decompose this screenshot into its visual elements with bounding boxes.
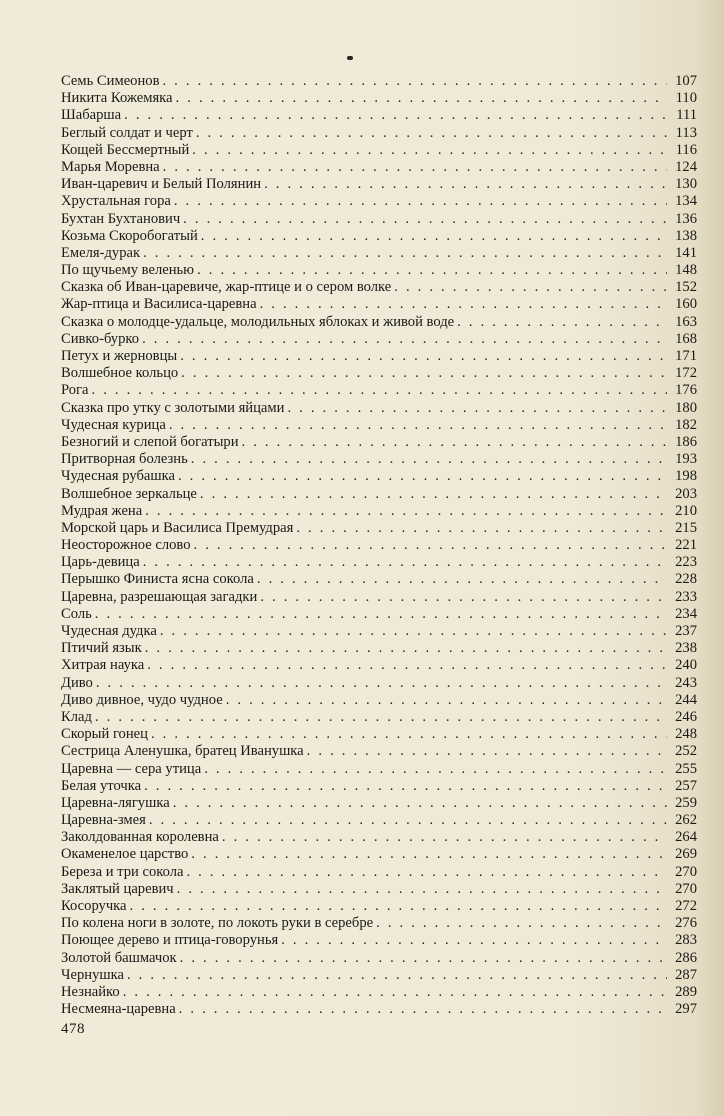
- dot-leader: [123, 984, 667, 1001]
- dot-leader: [181, 365, 667, 382]
- toc-entry-page: 287: [675, 966, 697, 983]
- toc-entry-page: 203: [675, 485, 697, 502]
- toc-entry-title: Хитрая наука: [61, 657, 145, 674]
- toc-entry: [61, 967, 697, 984]
- dot-leader: [95, 606, 667, 623]
- toc-entry-title: Сказка о молодце-удальце, молодильных яблоках и живой воде: [61, 313, 455, 330]
- toc-entry-title: Несмеяна-царевна: [61, 1001, 176, 1018]
- dot-leader: [457, 314, 667, 331]
- toc-entry: [61, 503, 697, 520]
- dot-leader: [176, 90, 667, 107]
- toc-entry-title: Царевна — сера утица: [61, 760, 202, 777]
- toc-entry-title: Шабарша: [61, 107, 122, 124]
- dot-leader: [147, 657, 667, 674]
- toc-entry-title: Чудесная курица: [61, 416, 166, 433]
- toc-entry-page: 110: [675, 90, 697, 107]
- toc-entry: [61, 846, 697, 863]
- toc-entry: [61, 142, 697, 159]
- dot-leader: [260, 589, 667, 606]
- dot-leader: [264, 176, 667, 193]
- dot-leader: [192, 142, 667, 159]
- toc-entry: [61, 743, 697, 760]
- toc-entry-page: 163: [675, 313, 697, 330]
- toc-entry-title: Чудесная дудка: [61, 623, 157, 639]
- dot-leader: [177, 881, 667, 898]
- dot-leader: [281, 932, 667, 949]
- toc-entry-title: Морской царь и Василиса Премудрая: [61, 519, 294, 536]
- toc-entry-page: 180: [675, 399, 697, 416]
- toc-entry: [61, 950, 697, 967]
- dot-leader: [196, 125, 667, 142]
- toc-entry-page: 221: [675, 537, 697, 554]
- toc-entry: [61, 434, 697, 451]
- dot-leader: [160, 623, 667, 640]
- toc-entry-title: Косоручка: [61, 898, 127, 914]
- toc-entry: [61, 812, 697, 829]
- toc-entry-page: 186: [675, 433, 697, 450]
- toc-entry-title: Перышко Финиста ясна сокола: [61, 571, 254, 588]
- toc-entry: [61, 107, 697, 124]
- toc-entry: [61, 296, 697, 313]
- toc-entry-title: Поющее дерево и птица-говорунья: [61, 932, 279, 949]
- dot-leader: [242, 434, 667, 451]
- toc-entry-title: Диво: [61, 674, 93, 691]
- toc-entry-page: 210: [675, 502, 697, 519]
- dot-leader: [194, 537, 667, 554]
- toc-entry: [61, 520, 697, 537]
- toc-entry: [61, 657, 697, 674]
- dot-leader: [307, 743, 667, 760]
- toc-entry-title: Волшебное кольцо: [61, 365, 179, 382]
- toc-entry: [61, 90, 697, 107]
- toc-entry-title: Беглый солдат и черт: [61, 124, 193, 141]
- dot-leader: [173, 795, 667, 812]
- toc-entry-page: 238: [675, 640, 697, 657]
- toc-entry: [61, 675, 697, 692]
- toc-entry-title: Клад: [61, 708, 92, 725]
- dot-leader: [145, 503, 667, 520]
- toc-entry: [61, 932, 697, 949]
- toc-entry-page: 243: [675, 674, 697, 691]
- toc-entry-title: По колена ноги в золоте, по локоть руки в серебре: [61, 915, 374, 932]
- dot-leader: [376, 915, 667, 932]
- toc-entry-page: 246: [675, 708, 697, 725]
- toc-entry-page: 138: [675, 227, 697, 244]
- toc-entry-title: Царевна-змея: [61, 812, 146, 829]
- toc-entry-title: По щучьему веленью: [61, 262, 195, 279]
- toc-entry-title: Жар-птица и Василиса-царевна: [61, 296, 257, 313]
- toc-entry: [61, 193, 697, 210]
- dot-leader: [174, 193, 667, 210]
- toc-entry: [61, 571, 697, 588]
- toc-entry-page: 134: [675, 193, 697, 210]
- toc-entry: [61, 881, 697, 898]
- toc-entry-title: Царь-девица: [61, 554, 140, 571]
- toc-entry-page: 283: [675, 932, 697, 949]
- toc-entry-page: 270: [675, 863, 697, 880]
- dot-leader: [145, 640, 667, 657]
- dot-leader: [143, 245, 667, 262]
- toc-entry-title: Мудрая жена: [61, 502, 143, 519]
- toc-entry: [61, 400, 697, 417]
- toc-entry: [61, 640, 697, 657]
- toc-entry: [61, 915, 697, 932]
- dot-leader: [186, 864, 667, 881]
- toc-entry: [61, 692, 697, 709]
- toc-entry-page: 182: [675, 416, 697, 433]
- dot-leader: [260, 296, 667, 313]
- toc-entry-title: Сивко-бурко: [61, 330, 140, 347]
- toc-entry: [61, 125, 697, 142]
- toc-entry-page: 297: [675, 1001, 697, 1018]
- toc-entry-title: Царевна, разрешающая загадки: [61, 588, 258, 605]
- dot-leader: [287, 400, 667, 417]
- toc-entry-title: Сказка про утку с золотыми яйцами: [61, 399, 285, 416]
- toc-entry-title: Береза и три сокола: [61, 863, 184, 880]
- toc-entry-page: 237: [675, 623, 697, 639]
- toc-entry: [61, 778, 697, 795]
- toc-entry-title: Птичий язык: [61, 640, 142, 657]
- toc-entry: [61, 348, 697, 365]
- dot-leader: [183, 211, 667, 228]
- toc-entry: [61, 73, 697, 90]
- dot-leader: [197, 262, 667, 279]
- toc-entry-title: Марья Моревна: [61, 158, 160, 175]
- dot-leader: [142, 331, 667, 348]
- toc-entry: [61, 468, 697, 485]
- toc-entry: [61, 864, 697, 881]
- dot-leader: [127, 967, 667, 984]
- toc-entry-page: 248: [675, 726, 697, 743]
- dot-leader: [200, 486, 667, 503]
- dot-leader: [162, 73, 667, 90]
- toc-entry: [61, 365, 697, 382]
- toc-entry-title: Бухтан Бухтанович: [61, 210, 181, 227]
- toc-entry: [61, 726, 697, 743]
- toc-entry: [61, 245, 697, 262]
- toc-entry-title: Заколдованная королевна: [61, 829, 219, 846]
- dot-leader: [226, 692, 667, 709]
- dot-leader: [130, 898, 667, 915]
- dot-leader: [204, 761, 667, 778]
- toc-entry-page: 233: [675, 588, 697, 605]
- dot-leader: [178, 468, 667, 485]
- toc-entry-title: Петух и жерновцы: [61, 348, 178, 364]
- toc-entry-title: Заклятый царевич: [61, 880, 174, 897]
- toc-entry: [61, 829, 697, 846]
- toc-entry-page: 124: [675, 158, 697, 175]
- toc-entry-page: 255: [675, 760, 697, 777]
- toc-entry-page: 113: [675, 124, 697, 141]
- toc-entry-title: Диво дивное, чудо чудное: [61, 691, 223, 708]
- toc-entry: [61, 279, 697, 296]
- toc-entry-title: Хрустальная гора: [61, 193, 171, 210]
- toc-entry: [61, 176, 697, 193]
- toc-entry-page: 172: [675, 365, 697, 382]
- toc-entry-title: Волшебное зеркальце: [61, 485, 197, 502]
- toc-entry-page: 107: [675, 73, 697, 89]
- toc-entry-page: 286: [675, 949, 697, 966]
- toc-entry-page: 234: [675, 605, 697, 622]
- dot-leader: [96, 675, 667, 692]
- toc-entry: [61, 984, 697, 1001]
- toc-entry-page: 269: [675, 846, 697, 863]
- toc-entry-page: 171: [675, 348, 697, 364]
- dot-leader: [191, 846, 667, 863]
- toc-entry-page: 262: [675, 812, 697, 829]
- toc-entry-page: 148: [675, 262, 697, 279]
- dot-leader: [92, 382, 667, 399]
- toc-entry-page: 136: [675, 210, 697, 227]
- toc-entry: [61, 314, 697, 331]
- toc-entry-page: 270: [675, 880, 697, 897]
- dot-leader: [124, 107, 667, 124]
- dot-leader: [191, 451, 667, 468]
- toc-entry: [61, 554, 697, 571]
- toc-entry-title: Притворная болезнь: [61, 451, 188, 468]
- toc-entry-title: Иван-царевич и Белый Полянин: [61, 176, 262, 193]
- toc-entry-page: 130: [675, 176, 697, 193]
- toc-entry: [61, 623, 697, 640]
- toc-entry-title: Кощей Бессмертный: [61, 141, 190, 158]
- toc-entry-title: Сказка об Иван-царевиче, жар-птице и о сером волке: [61, 279, 392, 296]
- printer-mark: [347, 56, 353, 60]
- toc-entry: [61, 262, 697, 279]
- toc-entry-title: Чернушка: [61, 966, 124, 983]
- toc-entry-title: Чудесная рубашка: [61, 468, 175, 485]
- toc-entry-page: 223: [675, 554, 697, 571]
- toc-entry-page: 152: [675, 279, 697, 296]
- toc-entry-title: Козьма Скоробогатый: [61, 227, 198, 244]
- toc-entry-title: Белая уточка: [61, 777, 142, 794]
- dot-leader: [151, 726, 667, 743]
- toc-entry-page: 276: [675, 915, 697, 932]
- toc-entry-page: 264: [675, 829, 697, 846]
- toc-entry-title: Рога: [61, 382, 89, 399]
- table-of-contents: [61, 73, 697, 1018]
- page-number: 478: [61, 1021, 85, 1037]
- toc-entry: [61, 417, 697, 434]
- toc-entry: [61, 898, 697, 915]
- toc-entry: [61, 795, 697, 812]
- toc-entry-page: 252: [675, 743, 697, 760]
- toc-entry: [61, 761, 697, 778]
- toc-entry-title: Безногий и слепой богатыри: [61, 433, 239, 450]
- toc-entry-page: 244: [675, 691, 697, 708]
- toc-entry-title: Никита Кожемяка: [61, 90, 173, 107]
- toc-entry-page: 168: [675, 330, 697, 347]
- toc-entry-page: 272: [675, 898, 697, 914]
- dot-leader: [296, 520, 667, 537]
- toc-entry-page: 193: [675, 451, 697, 468]
- dot-leader: [144, 778, 667, 795]
- toc-entry-title: Соль: [61, 605, 92, 622]
- toc-entry: [61, 709, 697, 726]
- toc-entry-title: Емеля-дурак: [61, 244, 141, 261]
- toc-entry-title: Скорый гонец: [61, 726, 148, 743]
- toc-entry-title: Золотой башмачок: [61, 949, 177, 966]
- toc-entry-page: 259: [675, 794, 697, 811]
- toc-entry-page: 111: [676, 107, 697, 124]
- toc-entry-title: Незнайко: [61, 983, 120, 1000]
- toc-entry-title: Царевна-лягушка: [61, 794, 170, 811]
- toc-entry-page: 228: [675, 571, 697, 588]
- toc-entry: [61, 589, 697, 606]
- toc-entry: [61, 537, 697, 554]
- toc-entry: [61, 331, 697, 348]
- toc-entry-page: 160: [675, 296, 697, 313]
- dot-leader: [180, 950, 667, 967]
- toc-entry-page: 116: [675, 141, 697, 158]
- toc-entry: [61, 228, 697, 245]
- toc-entry-page: 289: [675, 983, 697, 1000]
- toc-entry-title: Семь Симеонов: [61, 73, 160, 89]
- dot-leader: [201, 228, 667, 245]
- toc-entry-page: 198: [675, 468, 697, 485]
- dot-leader: [169, 417, 667, 434]
- toc-entry: [61, 1001, 697, 1018]
- toc-entry: [61, 451, 697, 468]
- toc-entry-page: 176: [675, 382, 697, 399]
- toc-entry: [61, 606, 697, 623]
- toc-entry-title: Окаменелое царство: [61, 846, 189, 863]
- dot-leader: [149, 812, 667, 829]
- toc-entry-page: 141: [675, 244, 697, 261]
- toc-entry: [61, 211, 697, 228]
- toc-entry: [61, 159, 697, 176]
- toc-entry-page: 257: [675, 777, 697, 794]
- dot-leader: [394, 279, 667, 296]
- dot-leader: [257, 571, 667, 588]
- toc-entry: [61, 486, 697, 503]
- toc-entry-page: 240: [675, 657, 697, 674]
- toc-entry: [61, 382, 697, 399]
- dot-leader: [179, 1001, 667, 1018]
- toc-entry-title: Неосторожное слово: [61, 537, 191, 554]
- dot-leader: [222, 829, 667, 846]
- toc-entry-title: Сестрица Аленушка, братец Иванушка: [61, 743, 304, 760]
- dot-leader: [163, 159, 667, 176]
- dot-leader: [180, 348, 667, 365]
- toc-entry-page: 215: [675, 519, 697, 536]
- dot-leader: [143, 554, 667, 571]
- dot-leader: [95, 709, 667, 726]
